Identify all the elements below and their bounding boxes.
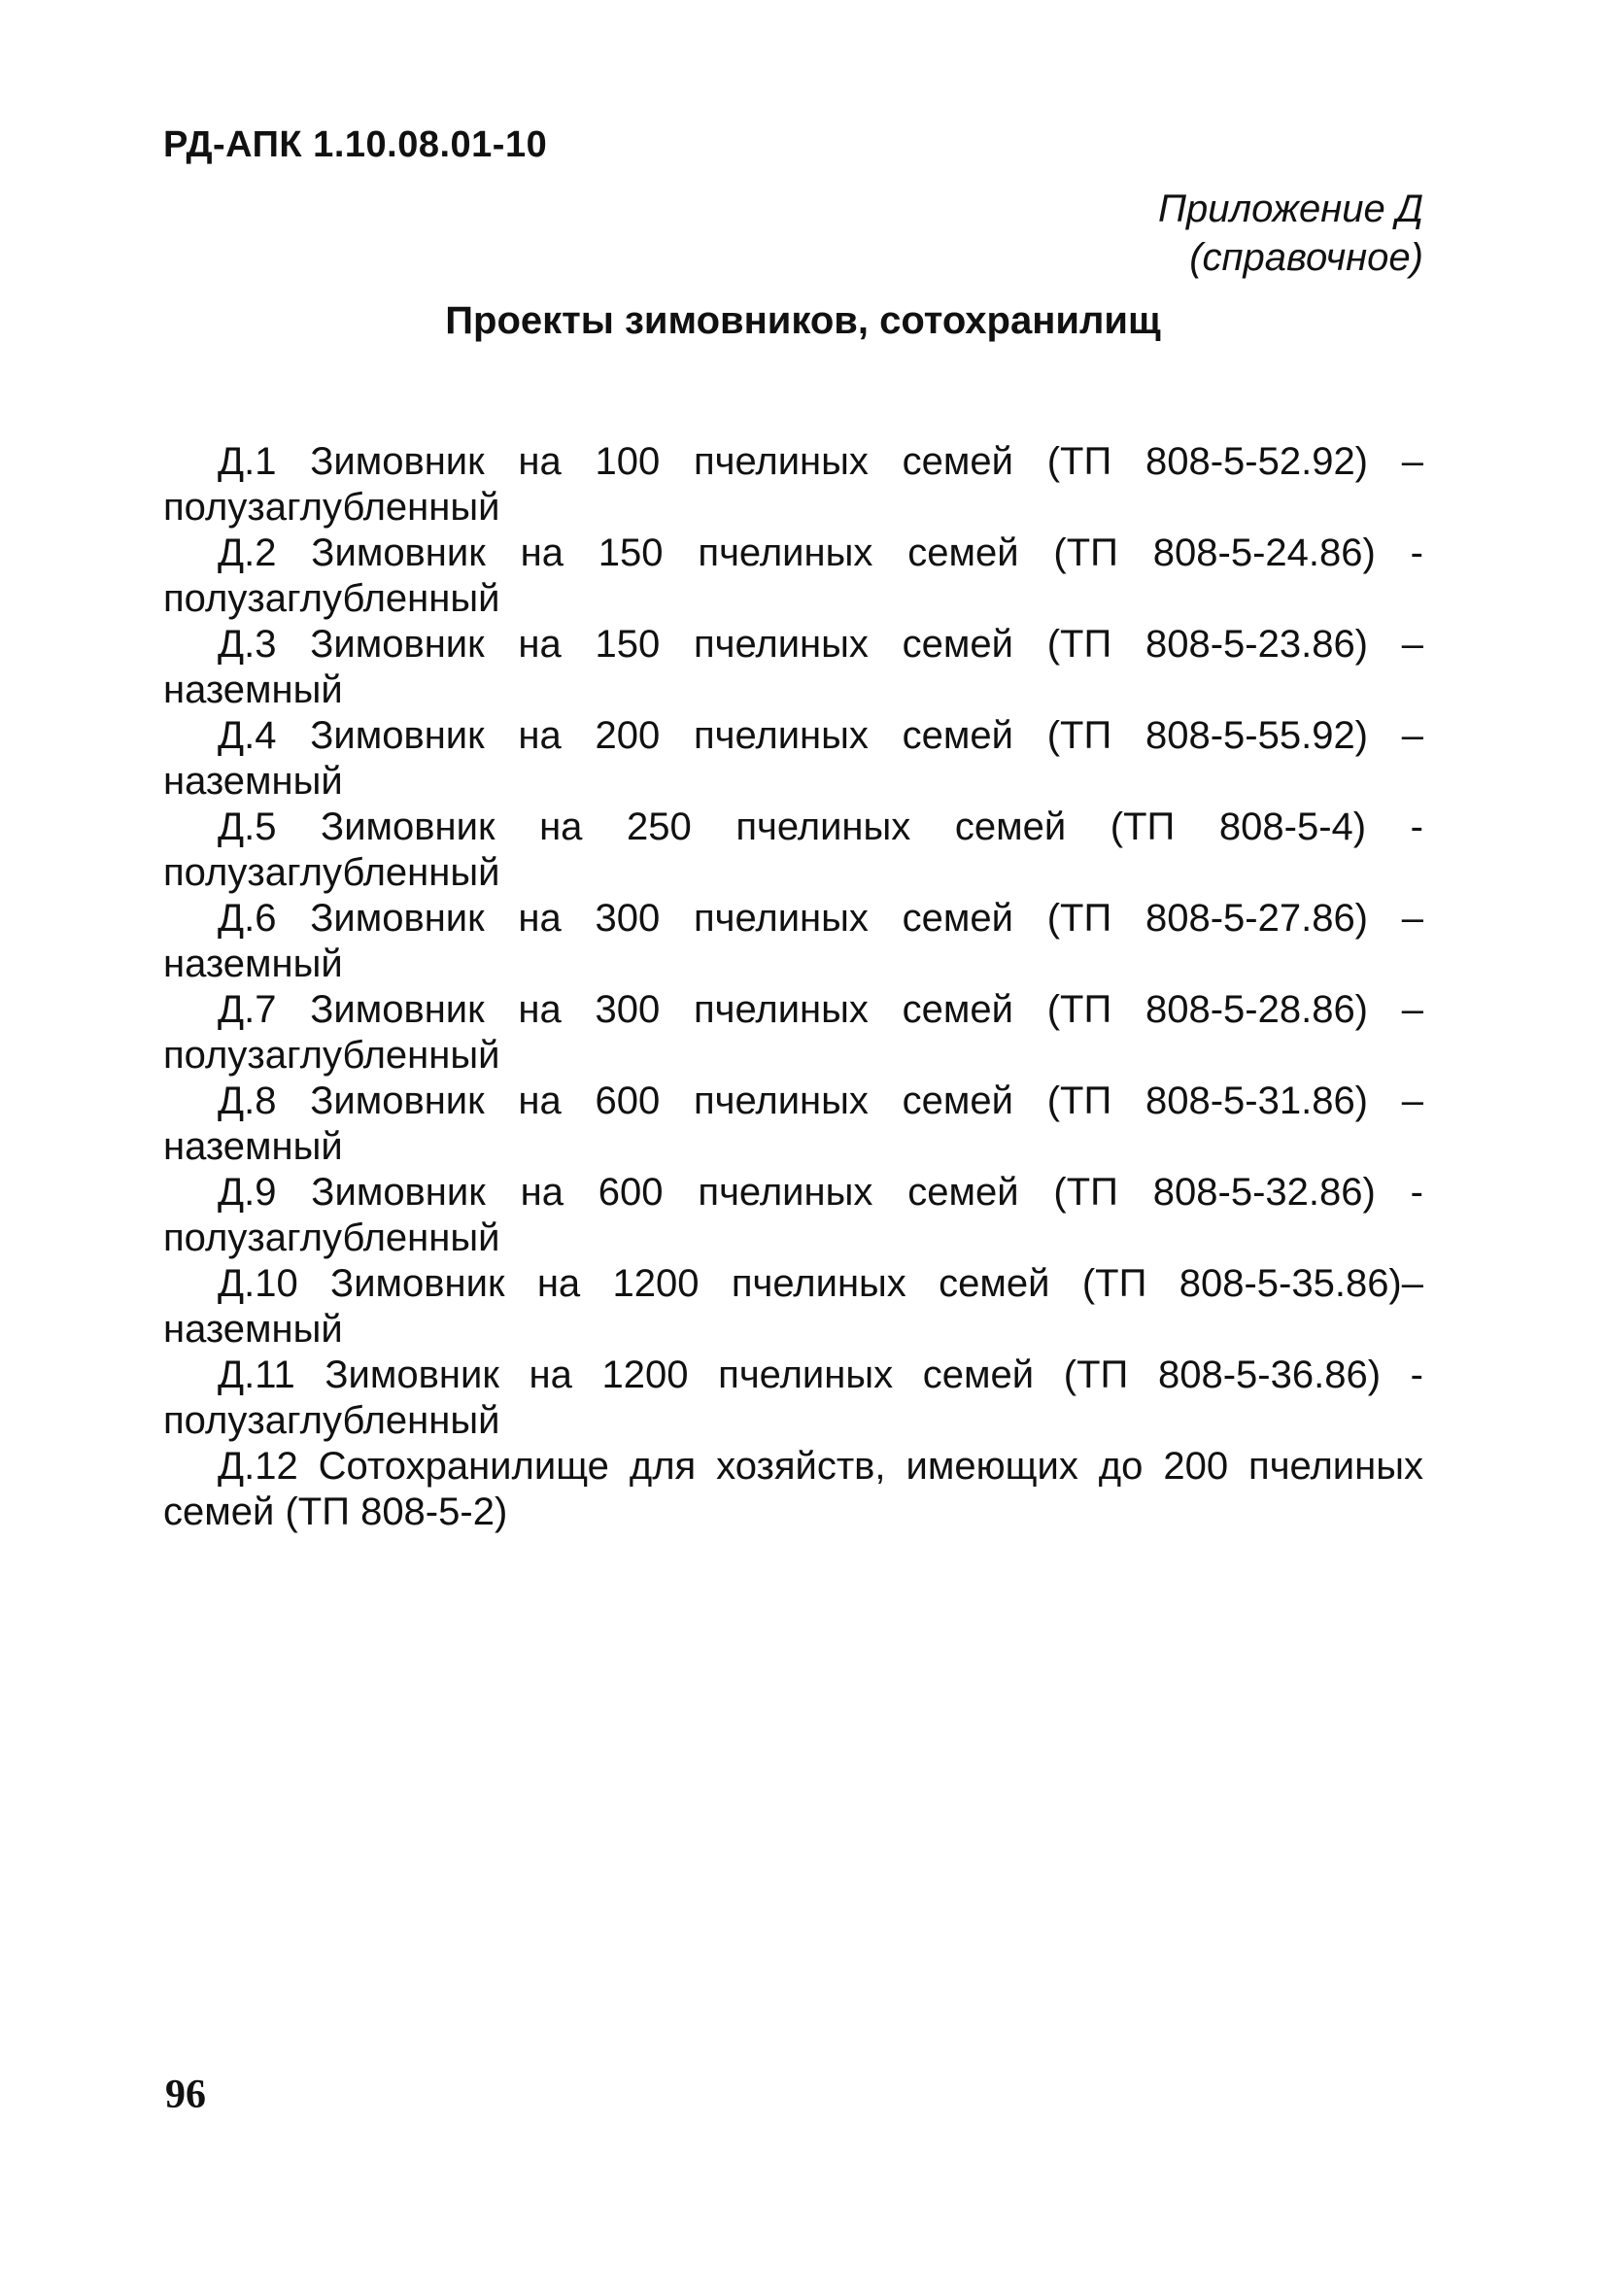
list-item: Д.5 Зимовник на 250 пчелиных семей (ТП 808-5-4) - полузаглубленный xyxy=(163,805,1423,894)
section-title: Проекты зимовников, сотохранилищ xyxy=(445,299,1161,342)
list-item: Д.8 Зимовник на 600 пчелиных семей (ТП 808-5-31.86) – наземный xyxy=(163,1079,1423,1168)
list-item: Д.12 Сотохранилище для хозяйств, имеющих до 200 пчелиных семей (ТП 808-5-2) xyxy=(163,1445,1423,1533)
appendix-label-block xyxy=(1158,185,1423,282)
appendix-label: Приложение Д xyxy=(1158,188,1423,230)
page-number: 96 xyxy=(165,2073,206,2117)
list-item: Д.11 Зимовник на 1200 пчелиных семей (ТП 808-5-36.86) - полузаглубленный xyxy=(163,1354,1423,1442)
list-item: Д.6 Зимовник на 300 пчелиных семей (ТП 808-5-27.86) – наземный xyxy=(163,897,1423,985)
list-item: Д.9 Зимовник на 600 пчелиных семей (ТП 808-5-32.86) - полузаглубленный xyxy=(163,1171,1423,1259)
list-item: Д.10 Зимовник на 1200 пчелиных семей (ТП 808-5-35.86)– наземный xyxy=(163,1262,1423,1351)
project-list xyxy=(163,439,1423,1535)
document-code: РД-АПК 1.10.08.01-10 xyxy=(163,124,548,165)
list-item: Д.1 Зимовник на 100 пчелиных семей (ТП 808-5-52.92) – полузаглубленный xyxy=(163,440,1423,529)
list-item: Д.7 Зимовник на 300 пчелиных семей (ТП 808-5-28.86) – полузаглубленный xyxy=(163,988,1423,1077)
list-item: Д.2 Зимовник на 150 пчелиных семей (ТП 808-5-24.86) - полузаглубленный xyxy=(163,531,1423,620)
appendix-type: (справочное) xyxy=(1189,236,1423,279)
list-item: Д.3 Зимовник на 150 пчелиных семей (ТП 808-5-23.86) – наземный xyxy=(163,623,1423,711)
list-item: Д.4 Зимовник на 200 пчелиных семей (ТП 808-5-55.92) – наземный xyxy=(163,714,1423,803)
